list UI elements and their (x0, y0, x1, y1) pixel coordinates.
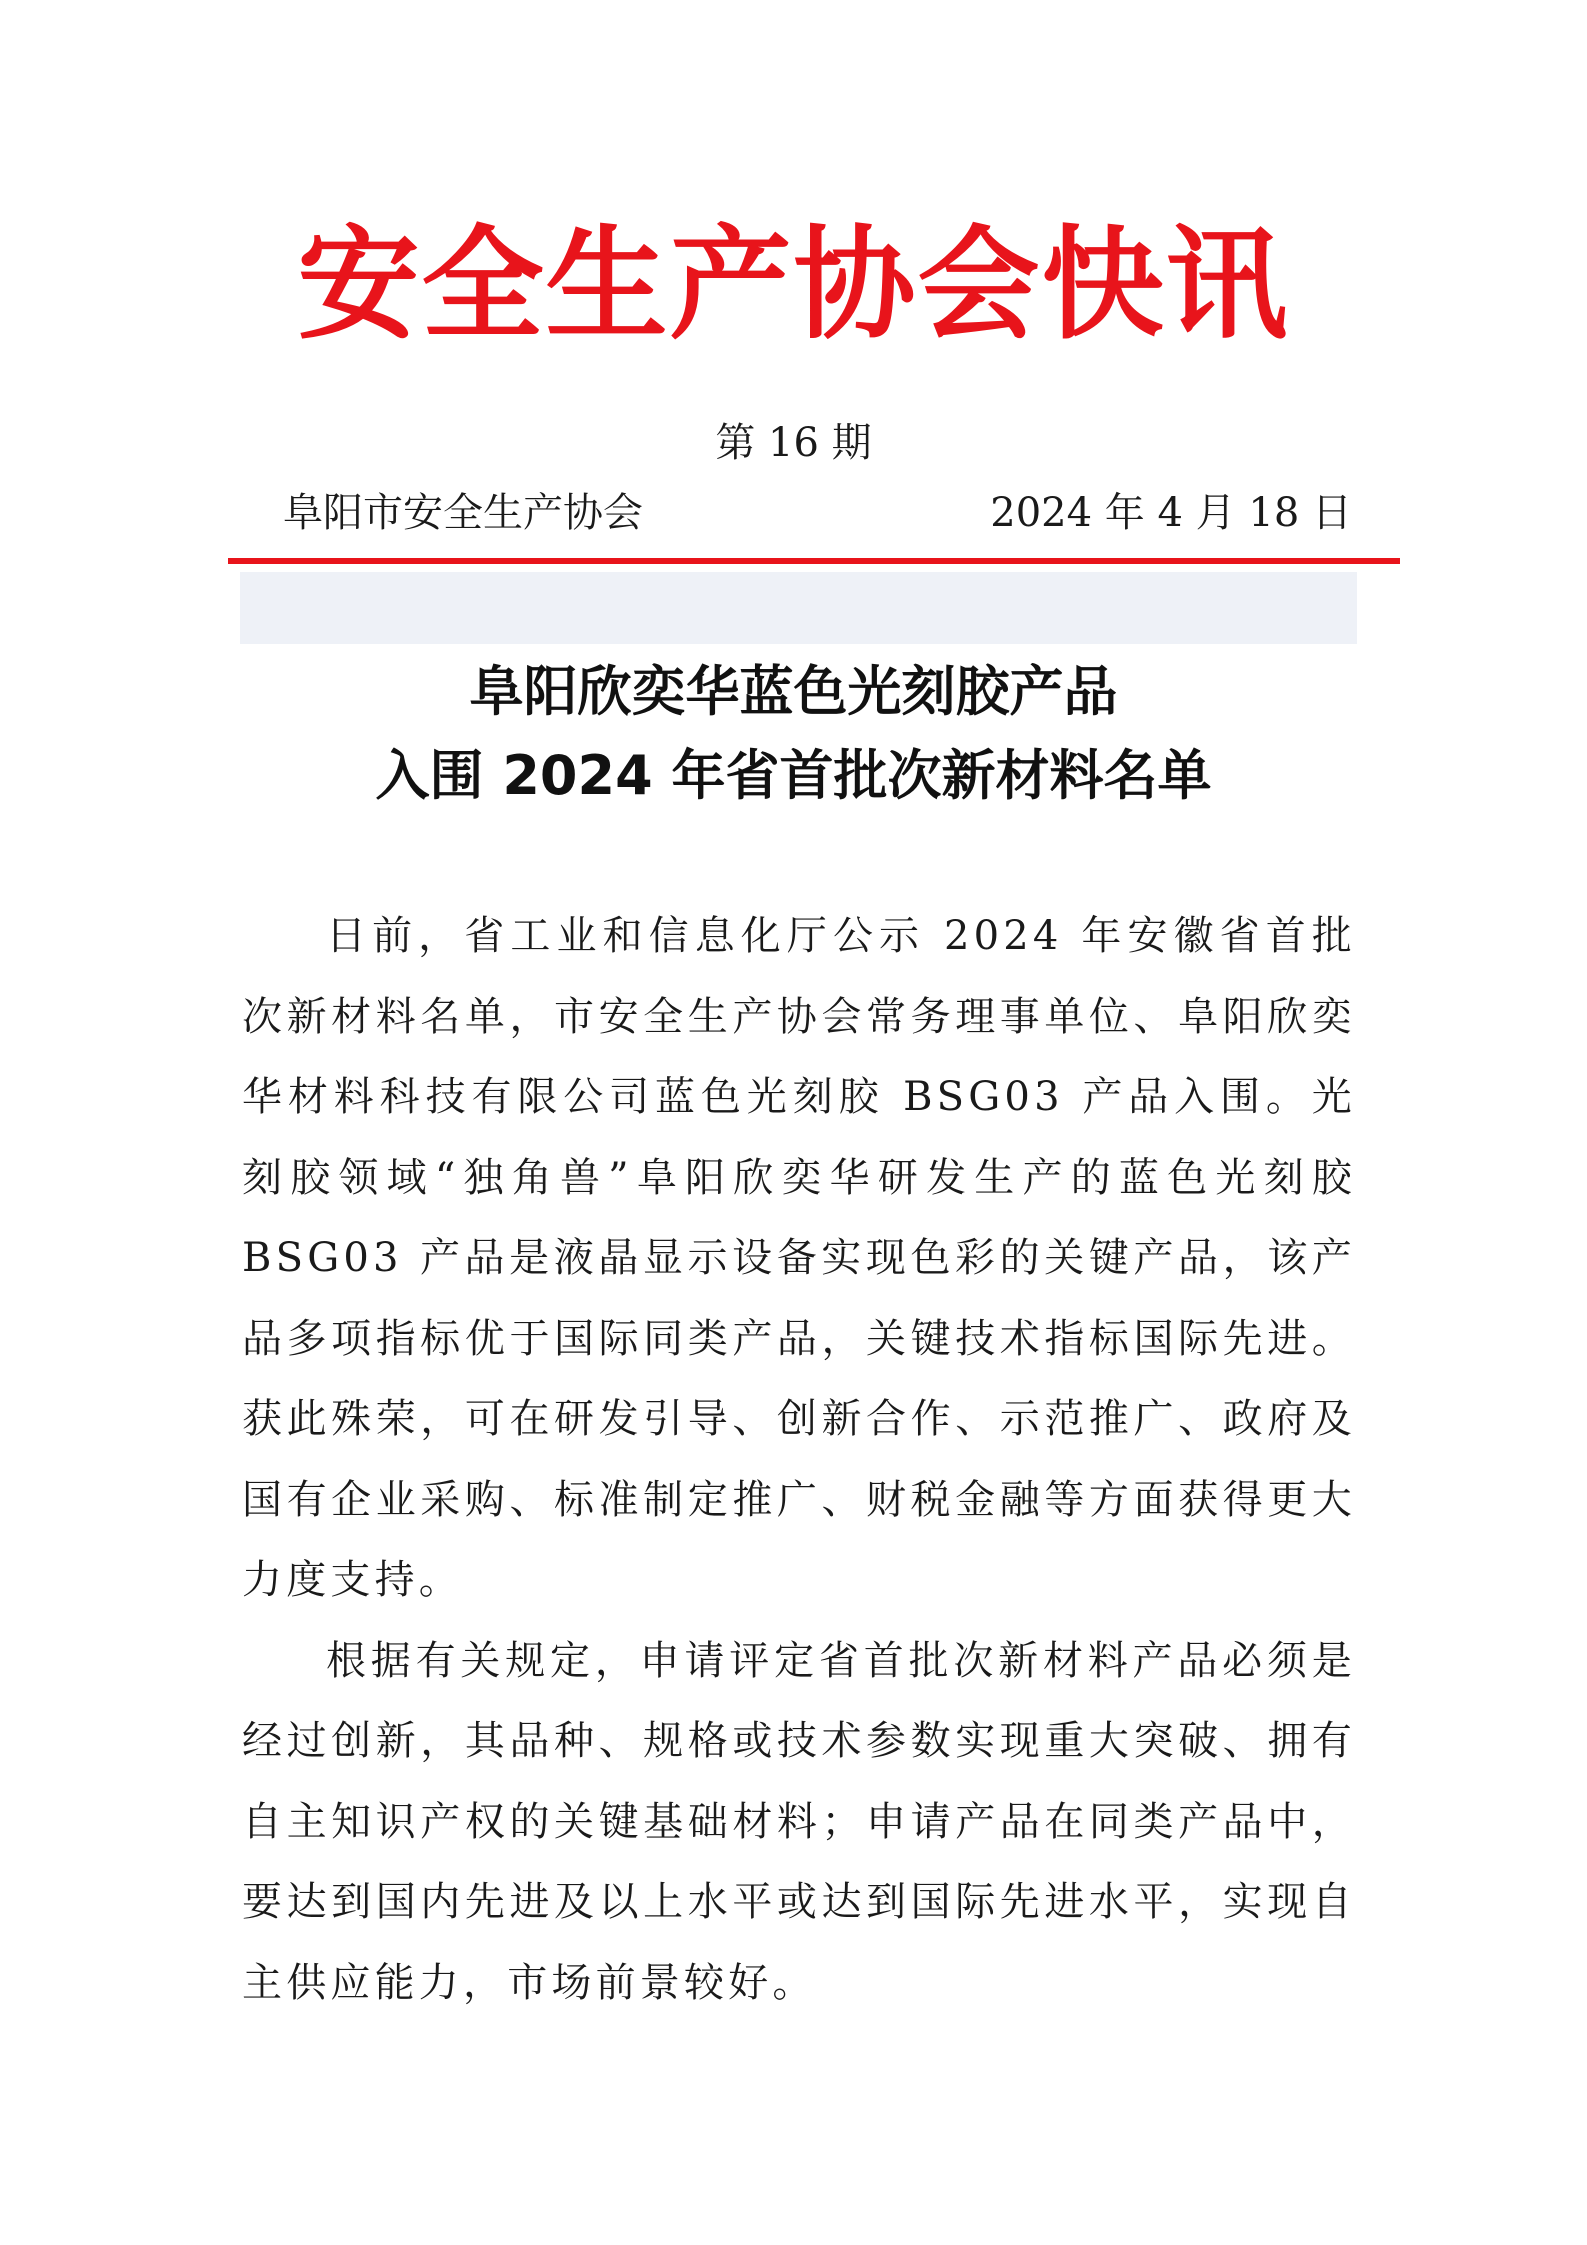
publication-date: 2024 年 4 月 18 日 (990, 490, 1352, 536)
article-title (0, 650, 1587, 818)
article-title-line-1: 阜阳欣奕华蓝色光刻胶产品 (469, 660, 1118, 723)
issue-number: 第 16 期 (715, 420, 872, 466)
issuer-name: 阜阳市安全生产协会 (283, 490, 643, 536)
article-title-line-2: 入围 2024 年省首批次新材料名单 (375, 744, 1212, 807)
header-band (240, 572, 1357, 644)
masthead-title: 安全生产协会快讯 (297, 214, 1290, 356)
article-paragraph-2: 根据有关规定，申请评定省首批次新材料产品必须是经过创新，其品种、规格或技术参数实现重大突破、拥有自主知识产权的关键基础材料；申请产品在同类产品中，要达到国内先进及以上水平或达到国际先进水平，实现自主供应能力，市场前景较好。 (242, 1637, 1356, 2006)
article-paragraph-1: 日前，省工业和信息化厅公示 2024 年安徽省首批次新材料名单，市安全生产协会常务理事单位、阜阳欣奕华材料科技有限公司蓝色光刻胶 BSG03 产品入围。光刻胶领域“独角兽”阜阳欣奕华研发生产的蓝色光刻胶 BSG03 产品是液晶显示设备实现色彩的关键产品，该产品多项指标优于国际同类产品，关键技术指标国际先进。获此殊荣，可在研发引导、创新合作、示范推广、政府及国有企业采购、标准制定推广、财税金融等方面获得更大力度支持。 (242, 913, 1356, 1603)
red-divider (228, 558, 1400, 564)
article-body (242, 896, 1356, 2023)
